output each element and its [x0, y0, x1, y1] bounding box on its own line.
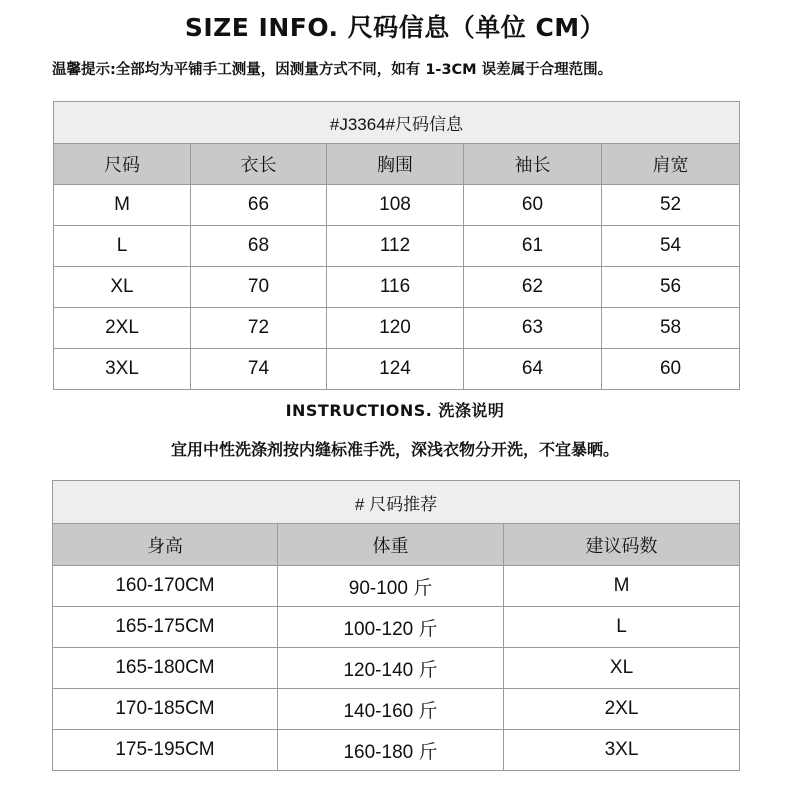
sleeve-cell: 61	[464, 226, 602, 267]
size-cell: 3XL	[54, 349, 191, 390]
height-cell: 160-170CM	[53, 566, 278, 607]
shoulder-cell: 54	[602, 226, 740, 267]
sleeve-cell: 60	[464, 185, 602, 226]
size-table-caption: #J3364#尺码信息	[54, 102, 740, 144]
instructions-text: 宜用中性洗涤剂按内缝标准手洗，深浅衣物分开洗，不宜暴晒。	[170, 440, 619, 459]
size-recommendation-table	[52, 480, 740, 771]
column-header-recommended-size: 建议码数	[504, 524, 740, 566]
column-header-length: 衣长	[191, 144, 327, 185]
chest-cell: 124	[327, 349, 464, 390]
recommend-table-caption: # 尺码推荐	[53, 481, 740, 524]
shoulder-cell: 52	[602, 185, 740, 226]
table-row	[54, 185, 740, 226]
size-cell: XL	[54, 267, 191, 308]
sleeve-cell: 64	[464, 349, 602, 390]
sleeve-cell: 63	[464, 308, 602, 349]
table-row	[54, 267, 740, 308]
recommended-size-cell: 2XL	[504, 689, 740, 730]
length-cell: 68	[191, 226, 327, 267]
weight-cell: 160-180 斤	[278, 730, 504, 771]
chest-cell: 116	[327, 267, 464, 308]
column-header-weight: 体重	[278, 524, 504, 566]
size-cell: L	[54, 226, 191, 267]
length-cell: 66	[191, 185, 327, 226]
chest-cell: 108	[327, 185, 464, 226]
table-row	[53, 566, 740, 607]
table-row	[53, 648, 740, 689]
weight-cell: 100-120 斤	[278, 607, 504, 648]
instructions-title: INSTRUCTIONS. 洗涤说明	[285, 401, 505, 420]
length-cell: 70	[191, 267, 327, 308]
chest-cell: 112	[327, 226, 464, 267]
measurement-note: 温馨提示:全部均为平铺手工测量，因测量方式不同，如有 1-3CM 误差属于合理范围。	[52, 62, 613, 78]
chest-cell: 120	[327, 308, 464, 349]
height-cell: 165-180CM	[53, 648, 278, 689]
recommended-size-cell: 3XL	[504, 730, 740, 771]
size-cell: M	[54, 185, 191, 226]
shoulder-cell: 60	[602, 349, 740, 390]
table-row	[53, 689, 740, 730]
length-cell: 74	[191, 349, 327, 390]
length-cell: 72	[191, 308, 327, 349]
recommended-size-cell: M	[504, 566, 740, 607]
column-header-size: 尺码	[54, 144, 191, 185]
table-row	[54, 226, 740, 267]
table-row	[53, 730, 740, 771]
column-header-chest: 胸围	[327, 144, 464, 185]
recommended-size-cell: XL	[504, 648, 740, 689]
height-cell: 165-175CM	[53, 607, 278, 648]
recommended-size-cell: L	[504, 607, 740, 648]
weight-cell: 120-140 斤	[278, 648, 504, 689]
sleeve-cell: 62	[464, 267, 602, 308]
column-header-height: 身高	[53, 524, 278, 566]
height-cell: 175-195CM	[53, 730, 278, 771]
height-cell: 170-185CM	[53, 689, 278, 730]
shoulder-cell: 58	[602, 308, 740, 349]
column-header-shoulder: 肩宽	[602, 144, 740, 185]
size-info-table	[53, 101, 740, 390]
size-cell: 2XL	[54, 308, 191, 349]
weight-cell: 140-160 斤	[278, 689, 504, 730]
page-title: SIZE INFO. 尺码信息（单位 CM）	[184, 13, 606, 42]
table-row	[54, 308, 740, 349]
weight-cell: 90-100 斤	[278, 566, 504, 607]
shoulder-cell: 56	[602, 267, 740, 308]
column-header-sleeve: 袖长	[464, 144, 602, 185]
table-row	[54, 349, 740, 390]
table-row	[53, 607, 740, 648]
